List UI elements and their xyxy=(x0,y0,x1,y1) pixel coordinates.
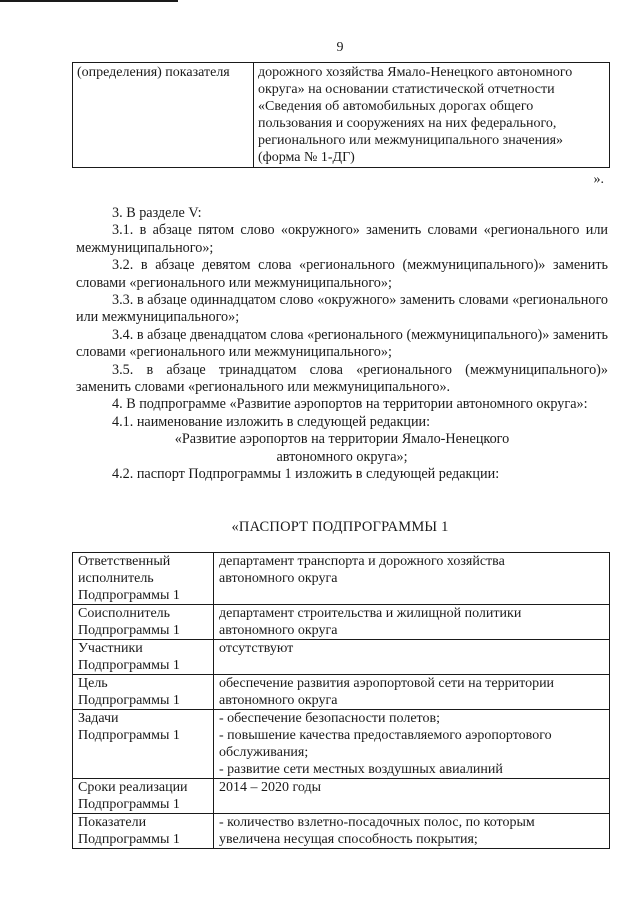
value-line: обеспечение развития аэропортовой сети на территории xyxy=(219,676,555,691)
label-line: Показатели xyxy=(78,815,147,830)
value-line: департамент строительства и жилищной политики xyxy=(219,606,522,621)
table-row xyxy=(73,63,610,168)
table-cell-value xyxy=(254,63,610,168)
value-line: 2014 – 2020 годы xyxy=(219,780,322,795)
table-cell-label xyxy=(73,675,214,710)
table-cell-label xyxy=(73,553,214,605)
table-cell-line: регионального или межмуниципального значения» xyxy=(258,133,564,148)
table-cell-label xyxy=(73,814,214,849)
paragraph: 3.3. в абзаце одиннадцатом слово «окружного» заменить словами «регионального или межмуниципального»; xyxy=(76,292,608,326)
passport-table xyxy=(72,552,610,849)
table-row xyxy=(73,553,610,605)
value-line: увеличена несущая способность покрытия; xyxy=(219,832,478,847)
paragraph: 3.2. в абзаце девятом слова «регионального (межмуниципального)» заменить словами «регионального или межмуниципального»; xyxy=(76,257,608,291)
value-line: автономного округа xyxy=(219,693,338,708)
continued-table xyxy=(72,62,610,168)
table-row xyxy=(73,814,610,849)
label-line: Задачи xyxy=(78,711,119,726)
paragraph: 3. В разделе V: xyxy=(112,205,202,221)
label-line: Подпрограммы 1 xyxy=(78,658,180,673)
label-line: Подпрограммы 1 xyxy=(78,623,180,638)
page-number: 9 xyxy=(336,40,344,55)
value-line: - обеспечение безопасности полетов; xyxy=(219,711,440,726)
table-cell-value xyxy=(214,675,610,710)
table-row xyxy=(73,779,610,814)
value-line: автономного округа xyxy=(219,623,338,638)
label-line: Подпрограммы 1 xyxy=(78,588,180,603)
top-rule xyxy=(0,0,178,2)
label-line: Участники xyxy=(78,641,143,656)
table-cell-line: (форма № 1-ДГ) xyxy=(258,150,355,165)
table-cell-label xyxy=(73,710,214,779)
table-row xyxy=(73,675,610,710)
table-cell-value xyxy=(214,814,610,849)
table-cell-value xyxy=(214,710,610,779)
label-line: Подпрограммы 1 xyxy=(78,693,180,708)
table-cell-value xyxy=(214,640,610,675)
label-line: Подпрограммы 1 xyxy=(78,832,180,847)
amendment-text xyxy=(76,205,608,484)
table-row xyxy=(73,605,610,640)
table-cell-value xyxy=(214,779,610,814)
label-line: Подпрограммы 1 xyxy=(78,797,180,812)
paragraph-centered: «Развитие аэропортов на территории Ямало-Ненецкого xyxy=(174,431,510,448)
label-line: Подпрограммы 1 xyxy=(78,728,180,743)
paragraph-centered: автономного округа»; xyxy=(276,448,408,465)
value-line: департамент транспорта и дорожного хозяйства xyxy=(219,554,505,569)
label-line: Соисполнитель xyxy=(78,606,171,621)
paragraph: 4.1. наименование изложить в следующей редакции: xyxy=(112,413,431,430)
closing-quote-mark: ». xyxy=(593,172,604,187)
table-cell-label xyxy=(73,779,214,814)
value-line: отсутствуют xyxy=(219,641,294,656)
table-cell-line: дорожного хозяйства Ямало-Ненецкого автономного xyxy=(258,65,573,80)
passport-heading: «ПАСПОРТ ПОДПРОГРАММЫ 1 xyxy=(231,519,449,535)
table-cell-line: пользования и сооружениях на них федерального, xyxy=(258,116,557,131)
label-line: Ответственный xyxy=(78,554,171,569)
paragraph: 3.1. в абзаце пятом слово «окружного» заменить словами «регионального или межмуниципального»; xyxy=(76,222,608,256)
table-cell-label xyxy=(73,640,214,675)
table-row xyxy=(73,710,610,779)
paragraph: 4. В подпрограмме «Развитие аэропортов на территории автономного округа»: xyxy=(112,396,588,413)
label-line: Сроки реализации xyxy=(78,780,188,795)
value-line: - количество взлетно-посадочных полос, по которым xyxy=(219,815,535,830)
paragraph: 4.2. паспорт Подпрограммы 1 изложить в следующей редакции: xyxy=(112,466,500,483)
table-cell-line: «Сведения об автомобильных дорогах общего xyxy=(258,99,534,114)
label-line: исполнитель xyxy=(78,571,154,586)
paragraph: 3.4. в абзаце двенадцатом слова «регионального (межмуниципального)» заменить словами «регионального или межмуниципального»; xyxy=(76,326,608,361)
value-line: - повышение качества предоставляемого аэропортового xyxy=(219,728,552,743)
value-line: - развитие сети местных воздушных авиалиний xyxy=(219,762,503,777)
paragraph: 3.5. в абзаце тринадцатом слова «регионального (межмуниципального)» заменить словами «регионального или межмуниципального». xyxy=(76,361,608,396)
label-line: Цель xyxy=(78,676,108,691)
table-row xyxy=(73,640,610,675)
table-cell-line: округа» на основании статистической отчетности xyxy=(258,82,555,97)
table-cell-value xyxy=(214,553,610,605)
value-line: автономного округа xyxy=(219,571,338,586)
table-cell-value xyxy=(214,605,610,640)
table-cell-label: (определения) показателя xyxy=(73,63,254,168)
value-line: обслуживания; xyxy=(219,745,309,760)
table-cell-label xyxy=(73,605,214,640)
